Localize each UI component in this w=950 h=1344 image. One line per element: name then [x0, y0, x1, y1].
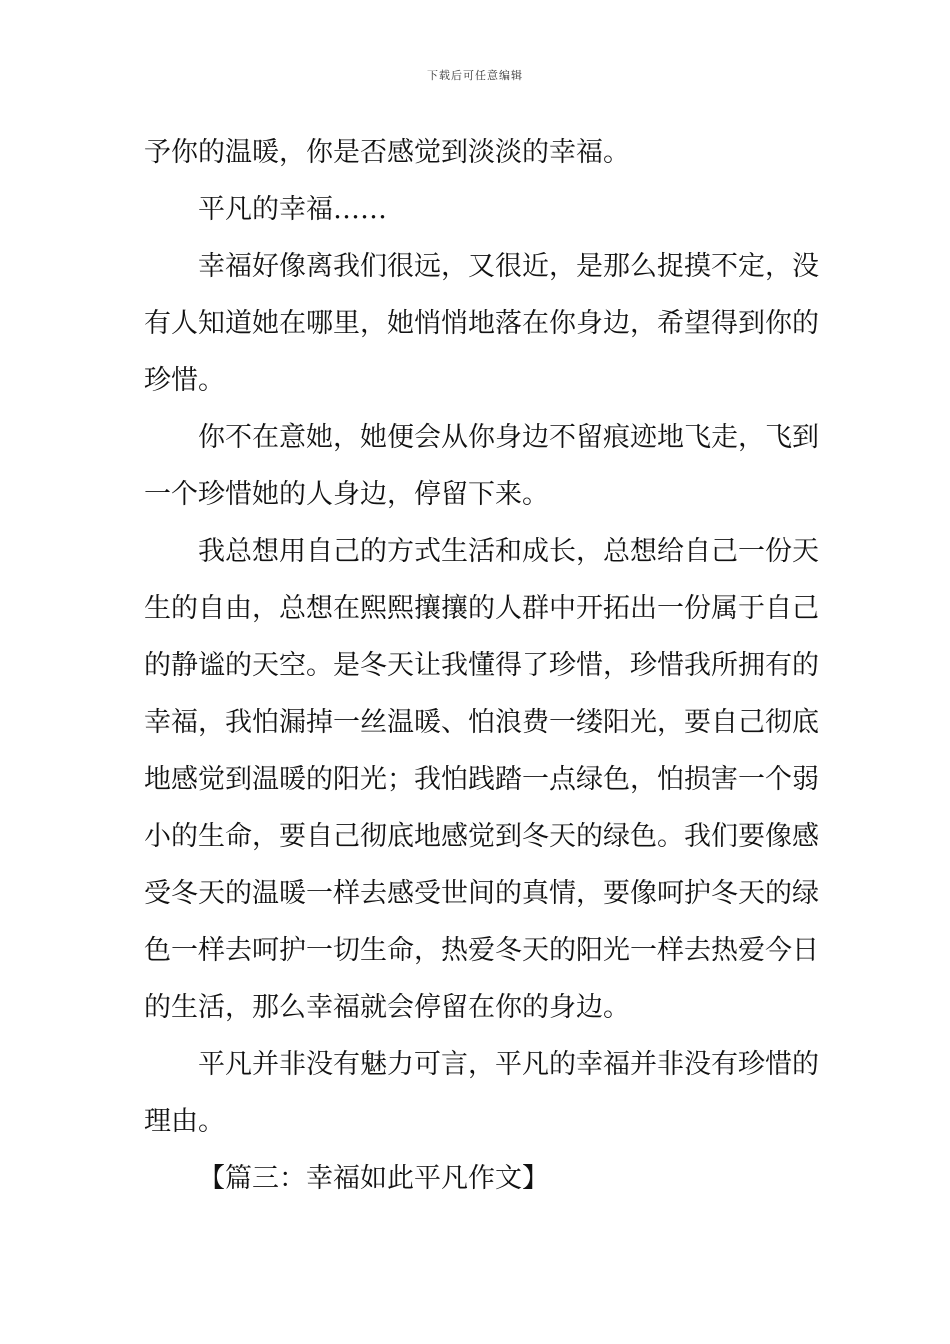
page-header: 下载后可任意编辑: [427, 69, 523, 82]
text-line: 你不在意她，她便会从你身边不留痕迹地飞走，飞到: [198, 422, 819, 453]
text-line: 幸福，我怕漏掉一丝温暖、怕浪费一缕阳光，要自己彻底: [144, 707, 819, 738]
text-line: 色一样去呵护一切生命，热爱冬天的阳光一样去热爱今日: [144, 935, 819, 966]
text-line: 地感觉到温暖的阳光；我怕践踏一点绿色，怕损害一个弱: [144, 764, 819, 795]
text-line: 有人知道她在哪里，她悄悄地落在你身边，希望得到你的: [144, 308, 819, 339]
text-line: 小的生命，要自己彻底地感觉到冬天的绿色。我们要像感: [144, 821, 819, 852]
text-line: 生的自由，总想在熙熙攘攘的人群中开拓出一份属于自己: [144, 593, 819, 624]
text-line: 我总想用自己的方式生活和成长，总想给自己一份天: [198, 536, 819, 567]
text-line: 幸福好像离我们很远，又很近，是那么捉摸不定，没: [198, 251, 819, 282]
text-line: 一个珍惜她的人身边，停留下来。: [144, 479, 549, 510]
text-line: 平凡并非没有魅力可言，平凡的幸福并非没有珍惜的: [198, 1049, 819, 1080]
text-line: 的生活，那么幸福就会停留在你的身边。: [144, 992, 630, 1023]
text-line: 的静谧的天空。是冬天让我懂得了珍惜，珍惜我所拥有的: [144, 650, 819, 681]
section-heading: 【篇三：幸福如此平凡作文】: [198, 1163, 549, 1194]
text-line: 理由。: [144, 1106, 225, 1137]
text-line: 珍惜。: [144, 365, 225, 396]
text-line: 予你的温暖，你是否感觉到淡淡的幸福。: [144, 137, 630, 168]
document-body: [144, 124, 819, 1207]
text-line: 受冬天的温暖一样去感受世间的真情，要像呵护冬天的绿: [144, 878, 819, 909]
text-line: 平凡的幸福……: [198, 194, 387, 225]
